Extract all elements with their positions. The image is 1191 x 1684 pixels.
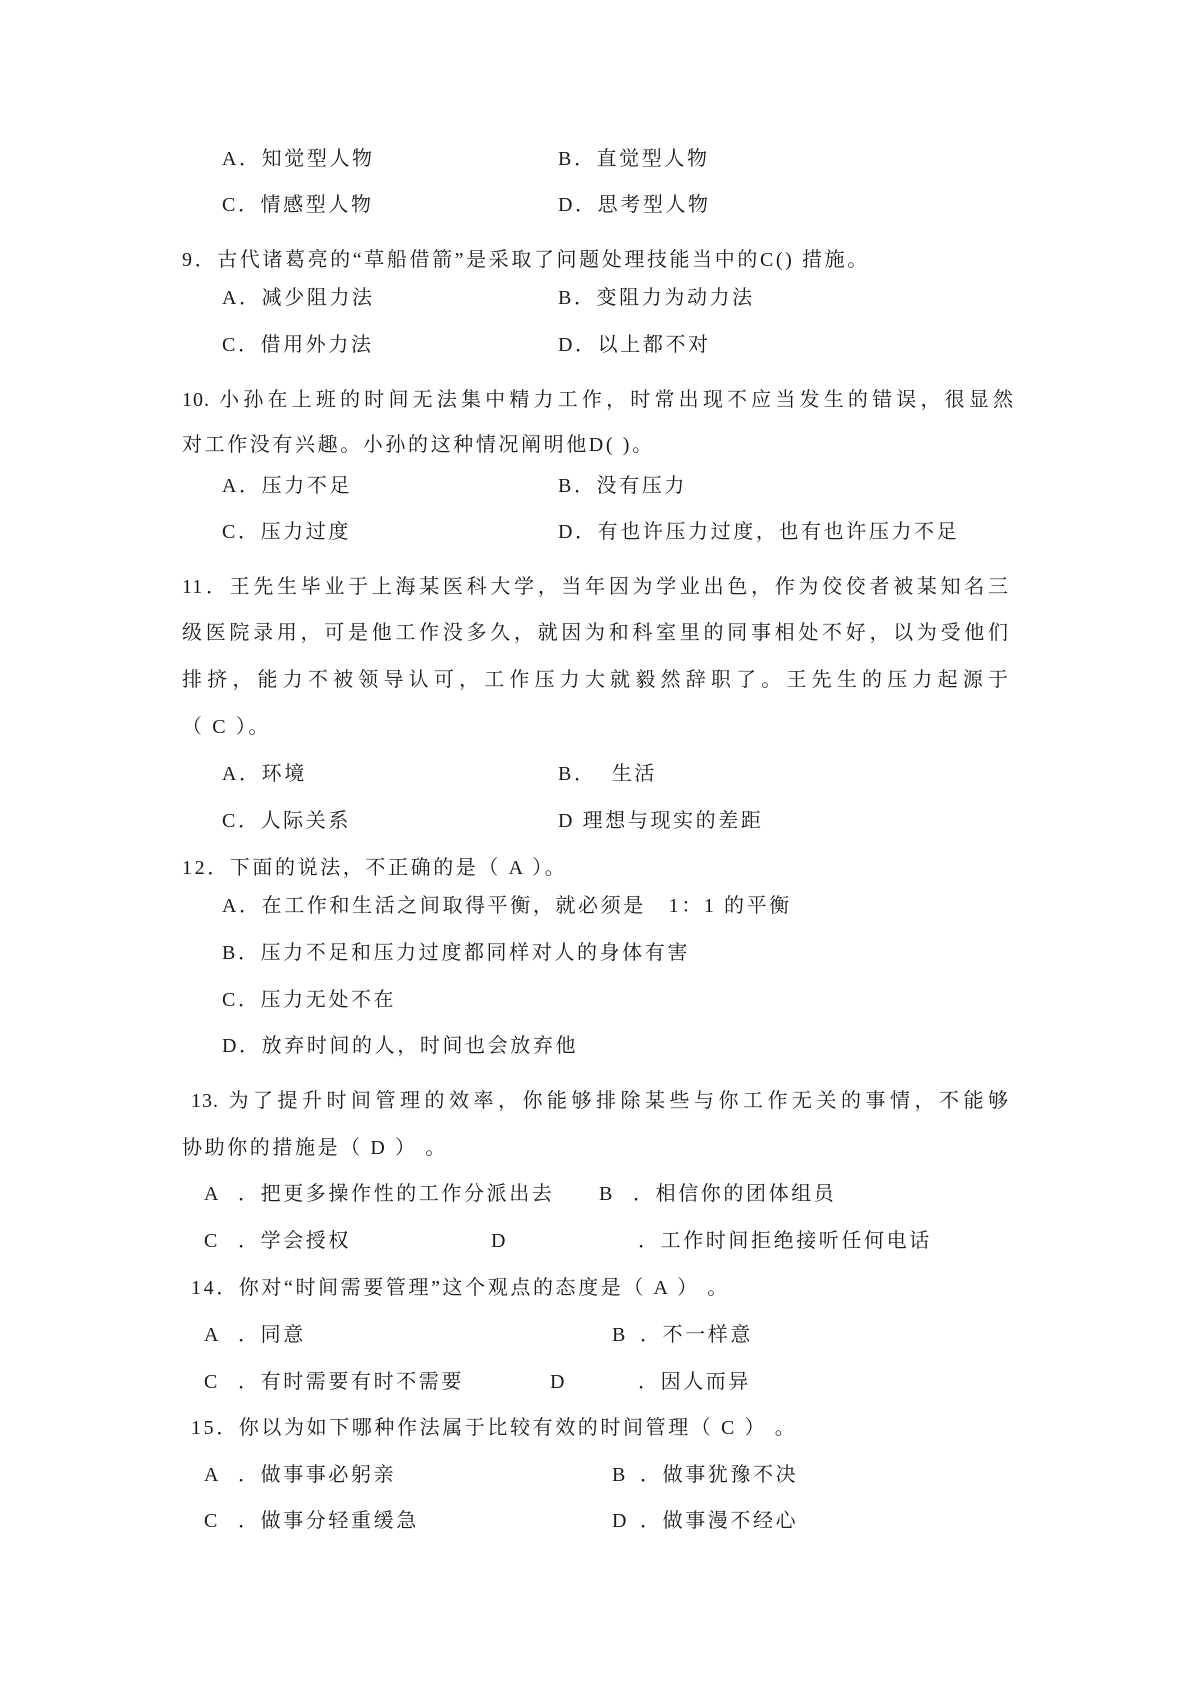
q14-stem: 14．你对“时间需要管理”这个观点的态度是（ A ） 。 <box>191 1277 730 1299</box>
q10-option-c: C．压力过度 <box>222 521 351 543</box>
q13-option-a-text: ．把更多操作性的工作分派出去 <box>238 1183 555 1205</box>
q15-option-a-text: ．做事事必躬亲 <box>238 1464 397 1486</box>
q15-option-d-text: ．做事漫不经心 <box>640 1510 799 1532</box>
q13-option-a-letter: A <box>204 1183 219 1205</box>
q13-stem-line-1: 13. 为了提升时间管理的效率，你能够排除某些与你工作无关的事情，不能够 <box>191 1090 1009 1112</box>
q11-option-b: B． 生活 <box>558 763 657 785</box>
q8-option-d: D．思考型人物 <box>558 194 711 216</box>
q12-option-a: A．在工作和生活之间取得平衡，就必须是 1：1 的平衡 <box>222 895 792 917</box>
q14-option-b-letter: B <box>612 1324 626 1346</box>
q10-option-a: A．压力不足 <box>222 475 353 497</box>
q11-stem-line-3: 排挤，能力不被领导认可，工作压力大就毅然辞职了。王先生的压力起源于 <box>182 669 1009 691</box>
q11-option-a: A．环境 <box>222 763 307 785</box>
q14-option-c-text: ．有时需要有时不需要 <box>238 1371 464 1393</box>
q13-option-d-text: ．工作时间拒绝接听任何电话 <box>638 1230 932 1252</box>
q15-option-c-letter: C <box>204 1510 218 1532</box>
q9-option-b: B．变阻力为动力法 <box>558 287 755 309</box>
q15-option-c-text: ．做事分轻重缓急 <box>238 1510 419 1532</box>
q11-stem-line-4: （ C ）。 <box>182 716 271 738</box>
q13-option-b-letter: B <box>599 1183 613 1205</box>
q12-option-d: D．放弃时间的人，时间也会放弃他 <box>222 1035 579 1057</box>
q15-option-d-letter: D <box>612 1510 627 1532</box>
q14-option-c-letter: C <box>204 1371 218 1393</box>
q13-option-d-letter: D <box>491 1230 506 1252</box>
q8-option-c: C．情感型人物 <box>222 194 374 216</box>
q9-stem: 9．古代诸葛亮的“草船借箭”是采取了问题处理技能当中的C() 措施。 <box>182 249 870 271</box>
q11-stem-line-2: 级医院录用，可是他工作没多久，就因为和科室里的同事相处不好，以为受他们 <box>182 622 1009 644</box>
q15-option-b-letter: B <box>612 1464 626 1486</box>
q12-stem: 12．下面的说法，不正确的是（ A ）。 <box>182 857 568 879</box>
q9-option-a: A．减少阻力法 <box>222 287 375 309</box>
q9-option-c: C．借用外力法 <box>222 334 374 356</box>
q13-option-c-text: ．学会授权 <box>238 1230 351 1252</box>
q15-option-a-letter: A <box>204 1464 219 1486</box>
q11-option-c: C．人际关系 <box>222 810 351 832</box>
q13-option-c-letter: C <box>204 1230 218 1252</box>
q10-stem-line-1: 10. 小孙在上班的时间无法集中精力工作，时常出现不应当发生的错误，很显然 <box>182 389 1014 411</box>
q8-option-b: B．直觉型人物 <box>558 148 710 170</box>
q14-option-a-letter: A <box>204 1324 219 1346</box>
q13-option-b-text: ．相信你的团体组员 <box>633 1183 837 1205</box>
q11-option-d: D 理想与现实的差距 <box>558 810 764 832</box>
q12-option-b: B．压力不足和压力过度都同样对人的身体有害 <box>222 942 690 964</box>
q10-option-b: B．没有压力 <box>558 475 687 497</box>
q15-option-b-text: ．做事犹豫不决 <box>640 1464 799 1486</box>
q11-stem-line-1: 11．王先生毕业于上海某医科大学，当年因为学业出色，作为佼佼者被某知名三 <box>182 576 1009 598</box>
q12-option-c: C．压力无处不在 <box>222 989 397 1011</box>
q13-stem-line-2: 协助你的措施是（ D ） 。 <box>182 1137 448 1159</box>
q14-option-b-text: ．不一样意 <box>640 1324 753 1346</box>
q14-option-d-letter: D <box>550 1371 565 1393</box>
q14-option-d-text: ．因人而异 <box>638 1371 751 1393</box>
q14-option-a-text: ．同意 <box>238 1324 306 1346</box>
q10-stem-line-2: 对工作没有兴趣。小孙的这种情况阐明他D( )。 <box>182 434 655 456</box>
q15-stem: 15．你以为如下哪种作法属于比较有效的时间管理（ C ） 。 <box>191 1417 798 1439</box>
q8-option-a: A．知觉型人物 <box>222 148 375 170</box>
q10-option-d: D．有也许压力过度，也有也许压力不足 <box>558 521 960 543</box>
q9-option-d: D．以上都不对 <box>558 334 711 356</box>
